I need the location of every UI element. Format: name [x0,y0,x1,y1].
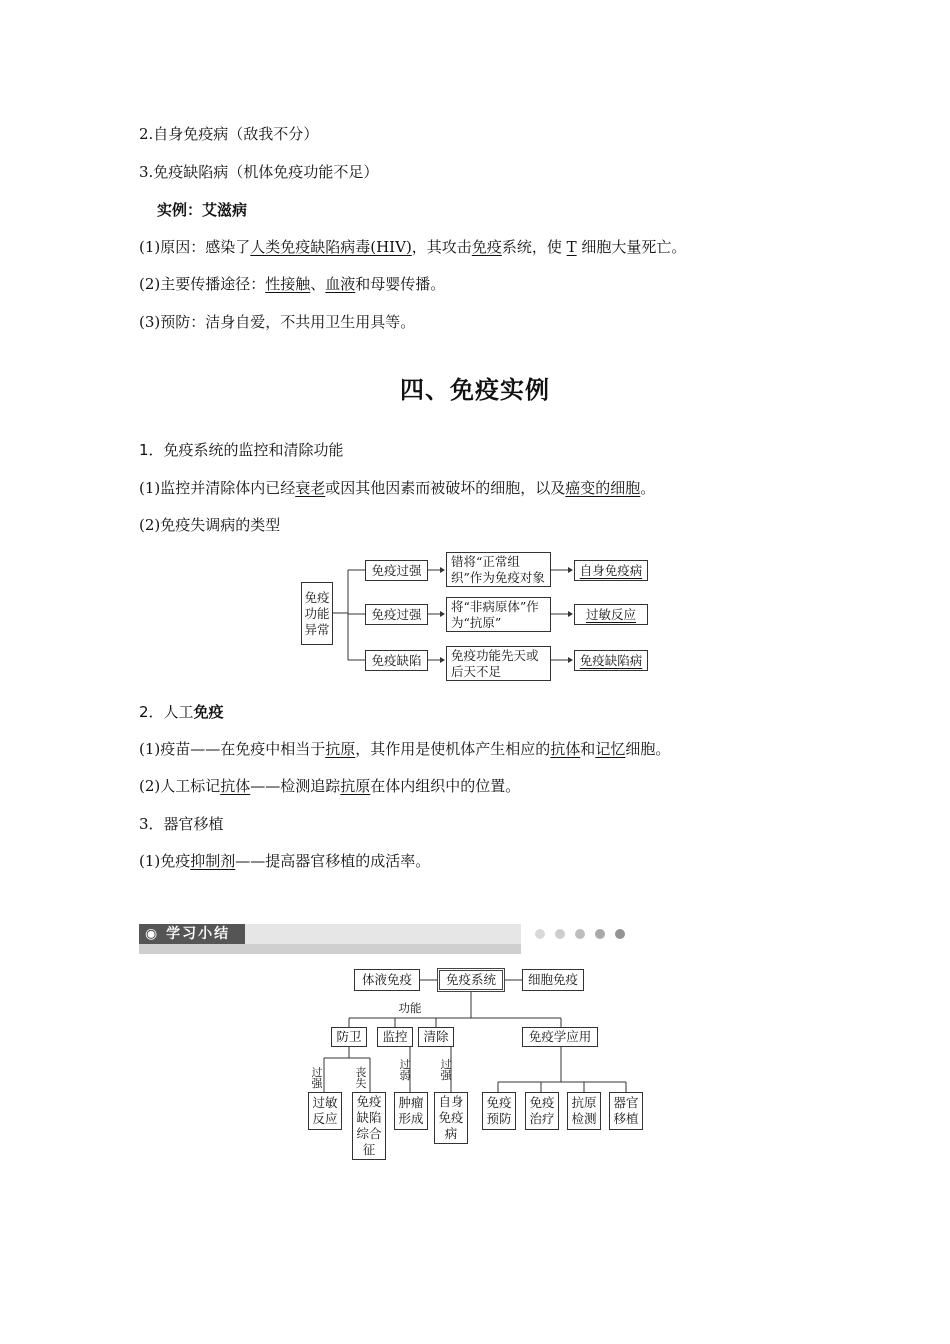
heading-transplant: 3．器官移植 [139,815,224,833]
vac-and: 和 [580,740,596,758]
cause-prefix: (1)原因：感染了 [139,238,251,256]
item-immunodeficiency: 3.免疫缺陷病（机体免疫功能不足） [139,163,379,181]
banner-strip [245,924,521,944]
h2-prefix: 2．人工 [139,703,194,721]
t-term: T [566,238,577,256]
cause-box-3: 免疫缺陷 [365,650,428,671]
example-aids: 实例：艾滋病 [157,201,248,219]
cause-end: 细胞大量死亡。 [576,238,687,256]
vac-end: 细胞。 [625,740,671,758]
transplant-line [139,851,430,871]
lab-antibody: 抗体 [220,777,251,795]
lab-end: 在体内组织中的位置。 [370,777,521,795]
vac-antibody: 抗体 [550,740,581,758]
trans-end: 和母婴传播。 [355,275,446,293]
defense-box: 防卫 [331,1027,367,1047]
banner-dot [575,929,585,939]
item-autoimmune: 2.自身免疫病（敌我不分） [139,125,319,143]
desc-box-3: 免疫功能先天或后天不足 [446,646,551,681]
too-strong-label-1: 过强 [311,1066,323,1090]
too-strong-label-2: 过强 [440,1058,452,1082]
monitor-box: 监控 [377,1027,413,1047]
result-box-3: 免疫缺陷病 [574,650,648,671]
too-weak-label: 过弱 [399,1058,411,1082]
aging-term: 衰老 [295,479,326,497]
vac-prefix: (1)疫苗——在免疫中相当于 [139,740,326,758]
blood-term: 血液 [325,275,356,293]
lab-mid: ——检测追踪 [250,777,341,795]
aids-box: 免疫缺陷综合征 [352,1092,386,1160]
heading-monitor: 1．免疫系统的监控和清除功能 [139,441,344,459]
lost-label: 丧失 [355,1066,367,1090]
allergy-box: 过敏反应 [308,1092,342,1130]
lab-antigen: 抗原 [340,777,371,795]
prevention-box: 免疫预防 [482,1092,516,1130]
trans-prefix: (2)主要传播途径： [139,275,266,293]
banner-dot [535,929,545,939]
root-immune-abnormal: 免疫功能异常 [301,582,333,645]
heading-artificial [139,702,224,722]
therapy-box: 免疫治疗 [525,1092,559,1130]
cellular-box: 细胞免疫 [522,969,584,991]
result-box-2: 过敏反应 [574,604,648,625]
lab-prefix: (2)人工标记 [139,777,221,795]
p1-mid: 或因其他因素而被破坏的细胞，以及 [325,479,566,497]
vaccine-line [139,739,670,759]
cause-mid: ，其攻击 [411,238,472,256]
vac-antigen: 抗原 [325,740,356,758]
label-line [139,776,520,796]
tr-suppress: 抑制剂 [190,852,236,870]
cause-mid2: 系统，使 [501,238,567,256]
immune-term: 免疫 [471,238,502,256]
application-box: 免疫学应用 [522,1027,598,1047]
h2-bold: 免疫 [193,703,224,721]
result-box-1: 自身免疫病 [574,560,648,581]
banner-dot [595,929,605,939]
banner-dot [555,929,565,939]
banner-underbar [139,944,521,954]
prevention-line: (3)预防：洁身自爱，不共用卫生用具等。 [139,313,416,331]
banner-dot [615,929,625,939]
desc-box-2: 将“非病原体”作为“抗原” [446,597,551,632]
disorder-types: (2)免疫失调病的类型 [139,516,281,534]
clear-box: 清除 [418,1027,454,1047]
summary-banner [139,924,521,954]
function-label: 功能 [398,1001,422,1015]
cancer-term: 癌变的细胞 [565,479,641,497]
vac-memory: 记忆 [595,740,626,758]
tr-prefix: (1)免疫 [139,852,191,870]
desc-box-1: 错将“正常组织”作为免疫对象 [446,552,551,587]
section-title: 四、免疫实例 [400,376,550,404]
cause-box-2: 免疫过强 [365,604,428,625]
autoimmune-box: 自身免疫病 [434,1092,468,1144]
p1-end: 。 [640,479,656,497]
tr-end: ——提高器官移植的成活率。 [235,852,431,870]
trans-sep: 、 [310,275,326,293]
p1-prefix: (1)监控并清除体内已经 [139,479,296,497]
detection-box: 抗原检测 [567,1092,601,1130]
transplant-box: 器官移植 [609,1092,643,1130]
hiv-term: 人类免疫缺陷病毒(HIV) [250,238,412,256]
tumor-box: 肿瘤形成 [394,1092,428,1130]
sex-term: 性接触 [265,275,311,293]
summary-title: ◉ 学习小结 [139,924,245,944]
system-box: 免疫系统 [437,968,505,992]
cause-box-1: 免疫过强 [365,560,428,581]
humoral-box: 体液免疫 [354,969,420,991]
vac-mid: ，其作用是使机体产生相应的 [355,740,551,758]
